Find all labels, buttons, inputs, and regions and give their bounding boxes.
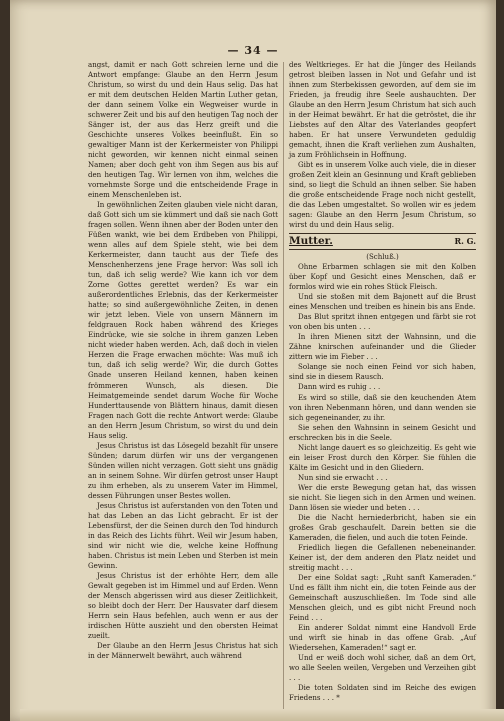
paragraph: Ein anderer Soldat nimmt eine Handvoll Erde und wirft sie hinab in das offene Grab. „Auf Wiedersehen, Kameraden!“ sagt er. [289,622,476,652]
section-divider [289,249,476,250]
paragraph: Und sie stoßen mit dem Bajonett auf die Brust eines Menschen und treiben es hinein bis ans Ende. [289,292,476,312]
article-signature: R. G. [454,236,476,247]
paragraph: Jesus Christus ist das Lösegeld bezahlt für unsere Sünden; darum dürfen wir uns der vergangenen Sünden willen nicht verzagen. Gott sieht uns gnädig an in seinem Sohne. Wir dürfen getrost unser Haupt zu ihm erheben, als zu unserem Vater im Himmel, dessen Führungen unser Bestes wollen. [88,440,278,500]
paragraph: In gewöhnlichen Zeiten glauben viele nicht daran, daß Gott sich um sie kümmert und daß sie nach Gott fragen sollen. Wenn ihnen aber der Boden unter den Füßen wankt, wie bei dem Erdbeben von Philippi, wenn alles auf dem Spiele steht, wie bei dem Kerkermeister, dann taucht aus der Tiefe des Menschenherzens jene Frage hervor: Was soll ich tun, daß ich selig werde? Wie kann ich vor dem Zorne Gottes gerettet werden? Es war ein außerordentliches Erlebnis, das der Kerkermeister hatte; so sind außergewöhnliche Zeiten, in denen wir jetzt leben. Viele von unsern Männern im feldgrauen Rock haben während des Krieges Eindrücke, wie sie solche in ihrem ganzen Leben nicht wieder haben werden. Ach, daß doch in vielen Herzen die Frage erwachen möchte: Was muß ich tun, daß ich selig werde? Wir, die durch Gottes Gnade unseren Heiland kennen, haben keinen frömmeren Wunsch, als diesen. Die Heimatgemeinde sendet darum Woche für Woche Hunderttausende von Blättern hinaus, damit diesen Fragen nach Gott die rechte Antwort werde: Glaube an den Herrn Jesum Christum, so wirst du und dein Haus selig. [88,200,278,440]
paragraph: des Weltkrieges. Er hat die Jünger des Heilands getrost bleiben lassen in Not und Gefahr und ist ihnen zum Sterbekissen geworden, auf dem sie im Frieden, ja freudig ihre Seele aushauchten. Der Glaube an den Herrn Jesum Christum hat sich auch in der Heimat bewährt. Er hat die getröstet, die ihr Liebstes auf den Altar des Vaterlandes geopfert haben. Er hat unsere Verwundeten geduldig gemacht, ihnen die Kraft verliehen zum Aushalten, ja zum Fröhlichsein in Hoffnung. [289,60,476,160]
paragraph: Wer die erste Bewegung getan hat, das wissen sie nicht. Sie liegen sich in den Armen und weinen. Dann lösen sie wieder und beten . . . [289,482,476,512]
paragraph: Es wird so stille, daß sie den keuchenden Atem von ihren Nebenmann hören, und dann wenden sie sich gegeneinander, zu ihr. [289,392,476,422]
article-header [289,236,476,246]
paragraph: Die die Nacht herniederbricht, haben sie ein großes Grab geschaufelt. Darein betten sie die Kameraden, die fielen, und auch die toten Feinde. [289,512,476,542]
paragraph: Solange sie noch einen Feind vor sich haben, sind sie in diesem Rausch. [289,362,476,382]
paragraph: Der eine Soldat sagt: „Ruht sanft Kameraden.“ Und es fällt ihm nicht ein, die toten Feinde aus der Gemeinschaft auszuschließen. Im Tode sind alle Menschen gleich, und es gibt nicht Freund noch Feind . . . [289,572,476,622]
paragraph: Die toten Soldaten sind im Reiche des ewigen Friedens . . . * [289,682,476,702]
article-subtitle: (Schluß.) [366,252,399,262]
paragraph: Nicht lange dauert es so gleichzeitig. Es geht wie ein leiser Frost durch den Körper. Sie fühlen die Kälte im Gesicht und in den Gliedern. [289,442,476,472]
paragraph: Friedlich liegen die Gefallenen nebeneinander. Keiner ist, der dem anderen den Platz neidet und streitig macht . . . [289,542,476,572]
newspaper-page [10,0,496,721]
page-edge [20,709,504,721]
left-column [88,60,278,661]
section-divider [289,233,476,234]
paragraph: In ihren Mienen sitzt der Wahnsinn, und die Zähne knirschen aufeinander und die Glieder zittern wie im Fieber . . . [289,332,476,362]
paragraph: angst, damit er nach Gott schreien lerne und die Antwort empfange: Glaube an den Herrn Jesum Christum, so wirst du und dein Haus selig. Das hat er mit dem deutschen Helden Martin Luther getan, der dann seinem Volke ein Wegweiser wurde in schwerer Zeit und bis auf den heutigen Tag noch der Sänger ist, der aus das Herz greift und die Geschichte unseres Volkes beeinflußt. Ein so gewaltiger Mann ist der Kerkermeister von Philippi nicht geworden, wir kennen nicht einmal seinen Namen; aber doch geht von ihm Segen aus bis auf den heutigen Tag. Wir lernen von ihm, welches die vornehmste Sorge und die entscheidende Frage in einem Menschenleben ist. [88,60,278,200]
paragraph: Das Blut spritzt ihnen entgegen und färbt sie rot von oben bis unten . . . [289,312,476,332]
paragraph: Jesus Christus ist der erhöhte Herr, dem alle Gewalt gegeben ist im Himmel und auf Erden. Wenn der Mensch abgerissen wird aus dieser Zeitlichkeit, so bleibt doch der Herr. Der Hausvater darf diesem Herrn sein Haus befehlen, auch wenn er aus der irdischen Hütte auszieht und den obersten Heimat zueilt. [88,570,278,640]
paragraph: Dann wird es ruhig . . . [298,382,381,392]
paragraph: Ohne Erbarmen schlagen sie mit den Kolben über Kopf und Gesicht eines Menschen, daß er formlos wird wie ein rohes Stück Fleisch. [289,262,476,292]
paragraph: Der Glaube an den Herrn Jesus Christus hat sich in der Männerwelt bewährt, auch während [88,640,278,660]
right-column [289,60,476,703]
paragraph: Sie sehen den Wahnsinn in seinem Gesicht und erschrecken bis in die Seele. [289,422,476,442]
paragraph: Jesus Christus ist auferstanden von den Toten und hat das Leben an das Licht gebracht. Er ist der Lebensfürst, der die Seinen durch den Tod hindurch in das Reich des Lichts führt. Weil wir Jesum haben, sind wir nicht wie die, welche keine Hoffnung haben. Christus ist mein Leben und Sterben ist mein Gewinn. [88,500,278,570]
article-title: Mutter. [289,235,333,248]
sermon-continuation [289,60,476,230]
paragraph: Nun sind sie erwacht . . . [298,472,388,482]
paragraph: Und er weiß doch wohl sicher, daß an dem Ort, wo alle Seelen weilen, Vergeben und Verzeihen gibt . . . [289,652,476,682]
column-divider [283,62,284,712]
page-number: — 34 — [227,44,279,57]
article-body [289,262,476,703]
paragraph: Gibt es in unserem Volke auch viele, die in dieser großen Zeit klein an Gesinnung und Kraft geblieben sind, so liegt die Schuld an ihnen selber. Sie haben die große entscheidende Frage noch nicht gestellt, die das Leben umgestaltet. So wollen wir es jedem sagen: Glaube an den Herrn Jesum Christum, so wirst du und dein Haus selig. [289,160,476,230]
